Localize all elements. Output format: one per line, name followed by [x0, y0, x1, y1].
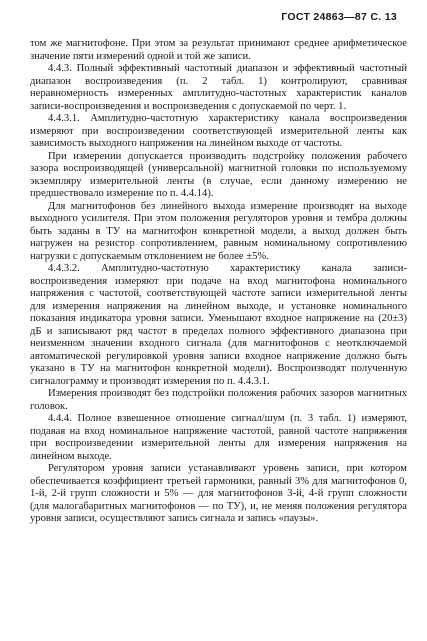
- paragraph: 4.4.3. Полный эффективный частотный диапазон и эффективный частотный диапазон воспроизведения (п. 2 табл. 1) контролируют, сравнивая неравномерность измеренных амплитудно-частотных характеристик каналов записи-воспроизведения и воспроизведения с допускаемой по черт. 1.: [30, 63, 407, 112]
- paragraph: 4.4.3.1. Амплитудно-частотную характеристику канала воспроизведения измеряют при воспроизведении соответствующей измерительной ленты как зависимость выходного напряжения на линейном выходе от частоты.: [30, 113, 407, 149]
- paragraph: Для магнитофонов без линейного выхода измерение производят на выходе выходного усилителя. При этом положения регуляторов уровня и тембра должны быть заданы в ТУ на магнитофон конкретной модели, а выход должен быть нагружен на резистор сопротивлением, равным номинальному сопротивлению нагрузки с допускаемым отклонением не более ±5%.: [30, 200, 407, 262]
- paragraph: Регулятором уровня записи устанавливают уровень записи, при котором обеспечивается коэффициент третьей гармоники, равный 3% для магнитофонов 0, 1-й, 2-й групп сложности и 5% — для магнитофонов 3-й, 4-й групп сложности (для малогабаритных магнитофонов — по ТУ), и, не меняя положения регулятора уровня записи, осуществляют запись сигнала и запись «паузы».: [30, 463, 407, 524]
- paragraph: 4.4.3.2. Амплитудно-частотную характеристику канала записи-воспроизведения измеряют при подаче на вход магнитофона номинального напряжения с частотой, соответствующей частоте записи измерительной ленты для измерения напряжения на линейном выходе, и установке номинального показания индикатора уровня записи. Уменьшают входное напряжение на (20±3) дБ и записывают ряд частот в пределах полного эффективного диапазона при неизменном значении входного сигнала (для магнитофонов с неотключаемой автоматической регулировкой уровня записи входное напряжение должно быть указано в ТУ на магнитофон конкретной модели). Воспроизводят полученную сигналограмму и производят измерения по п. 4.4.3.1.: [30, 263, 407, 387]
- page-number: С. 13: [370, 11, 397, 23]
- standard-number: ГОСТ 24863—87: [281, 11, 368, 23]
- paragraph: 4.4.4. Полное взвешенное отношение сигнал/шум (п. 3 табл. 1) измеряют, подавая на вход номинальное напряжение частотой, равной частоте напряжения при воспроизведении измерительной ленты для измерения напряжения на линейном выходе.: [30, 413, 407, 462]
- page-header: [281, 11, 397, 23]
- paragraph: При измерении допускается производить подстройку положения рабочего зазора воспроизводящей (универсальной) магнитной головки по используемому экземпляру измерительной ленты (в случае, если данному измерению не предшествовало измерение по п. 4.4.14).: [30, 150, 407, 199]
- paragraph: том же магнитофоне. При этом за результат принимают среднее арифметическое значение пяти измерений одной и той же записи.: [30, 38, 407, 62]
- body-text: [30, 38, 407, 526]
- paragraph: Измерения производят без подстройки положения рабочих зазоров магнитных головок.: [30, 388, 407, 412]
